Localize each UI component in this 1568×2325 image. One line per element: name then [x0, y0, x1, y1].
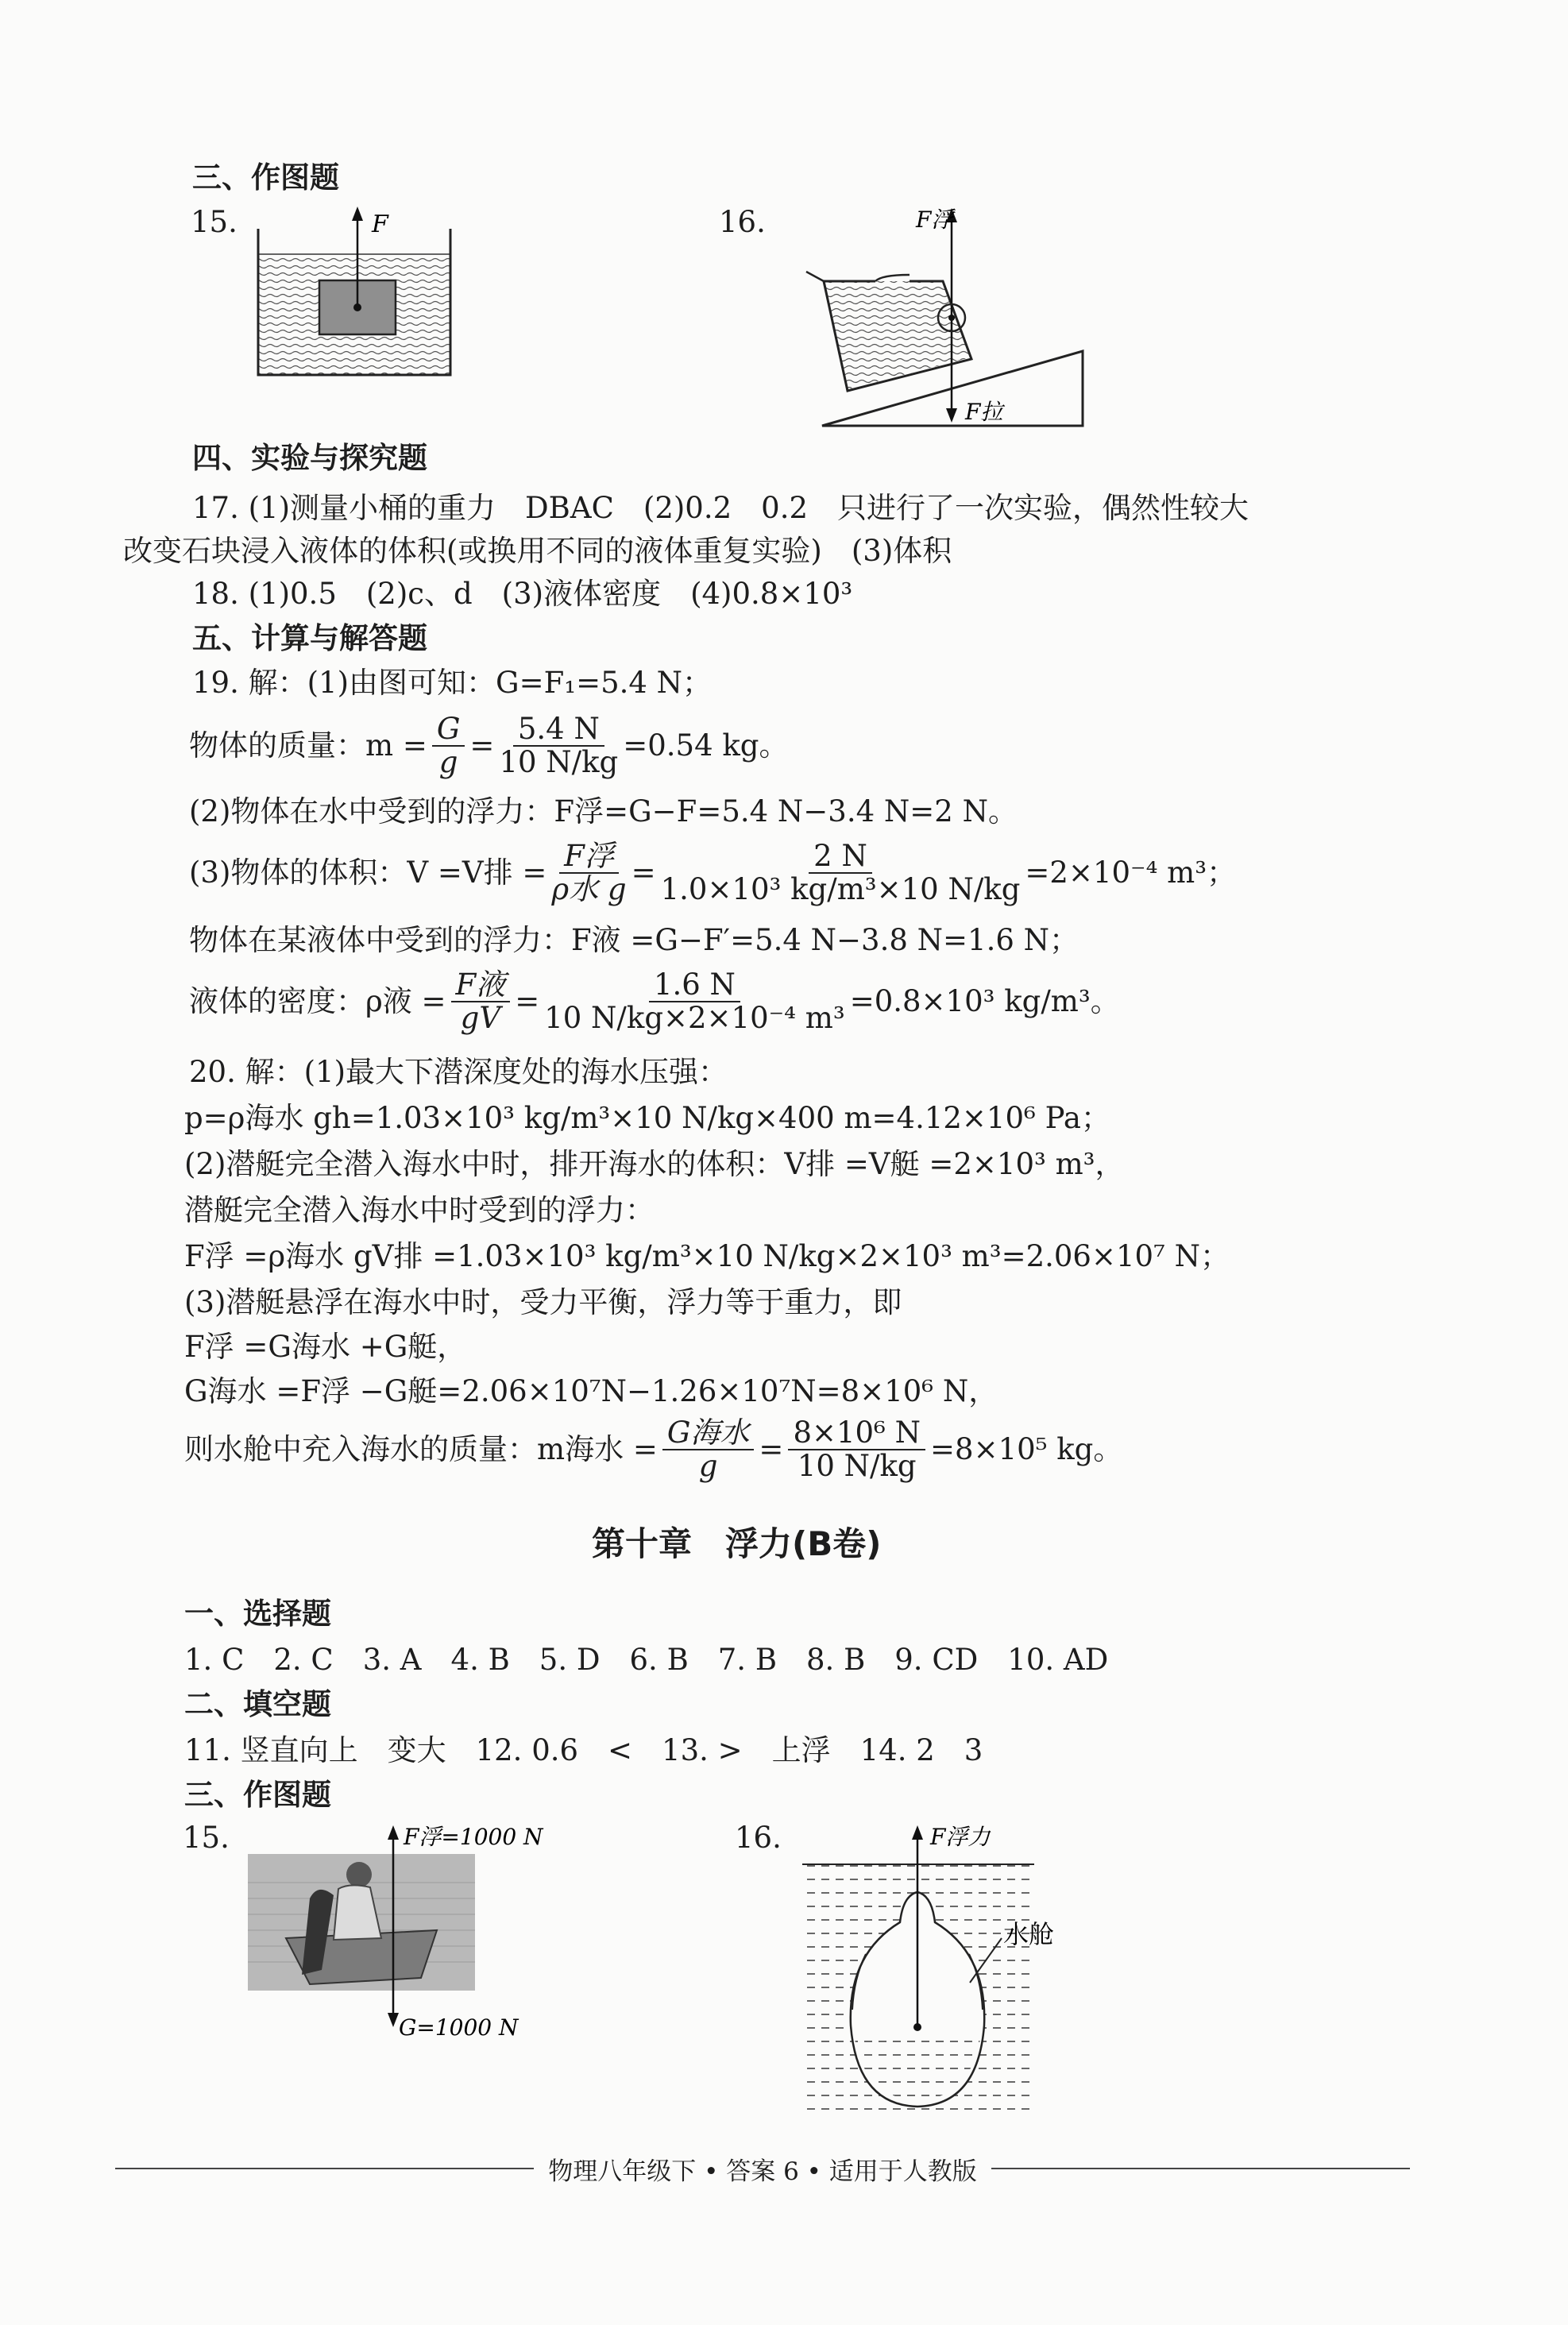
q19-line-1: 19. 解：(1)由图可知：G=F₁=5.4 N；	[192, 666, 713, 700]
q20-line-7: F浮 =G海水 +G艇，	[184, 1330, 467, 1364]
fraction-denominator: gV	[460, 1001, 501, 1035]
q19-volume-result: =2×10⁻⁴ m³；	[1025, 855, 1237, 890]
fraction-numerator: F浮	[559, 840, 619, 874]
q20-mass-prefix: 则水舱中充入海水的质量：m海水 =	[184, 1432, 658, 1466]
q19-density-result: =0.8×10³ kg/m³。	[849, 984, 1120, 1018]
q19-mass-result: =0.54 kg。	[623, 728, 789, 763]
footer-text: 物理八年级下 • 答案 6 • 适用于人教版	[548, 2157, 977, 2186]
answer-17-line-1: 17. (1)测量小桶的重力 DBAC (2)0.2 0.2 只进行了一次实验，偶然性较大	[192, 491, 1249, 525]
q19-line-2: 物体的质量：m = $\frac{G}{g}$ = $\frac{5.4 N}{10 N/kg}$ =0.54 kg。	[189, 712, 789, 779]
q19-fraction-5	[451, 969, 511, 1034]
gravity-arrow-head	[388, 2013, 399, 2027]
buoyant-arrow-head	[912, 1825, 923, 1840]
q19-fraction-6	[544, 969, 844, 1034]
ball-center	[948, 315, 955, 321]
fraction-denominator: 10 N/kg×2×10⁻⁴ m³	[544, 1001, 845, 1035]
force-arrow-head	[352, 207, 363, 221]
q20-line-8: G海水 =F浮 −G艇=2.06×10⁷N−1.26×10⁷N=8×10⁶ N，	[184, 1374, 998, 1408]
container-spout	[806, 272, 824, 281]
q20-line-4: 潜艇完全潜入海水中时受到的浮力：	[184, 1193, 655, 1227]
buoyant-arrow-head	[388, 1825, 399, 1840]
water-tank-label: 水舱	[1003, 1919, 1055, 1949]
figure-b16-container	[735, 1819, 1108, 2121]
container-lip	[875, 275, 910, 281]
q19-fraction-3	[551, 840, 626, 906]
q20-line-3: (2)潜艇完全潜入海水中时，排开海水的体积：V排 =V艇 =2×10³ m³，	[184, 1147, 1125, 1181]
buoyant-force-label: F浮=1000 N	[404, 1824, 543, 1850]
fraction-numerator: F液	[451, 969, 511, 1002]
fraction-denominator: g	[438, 745, 458, 779]
q20-line-2: p=ρ海水 gh=1.03×10³ kg/m³×10 N/kg×400 m=4.12×10⁶ Pa；	[184, 1101, 1110, 1135]
figure-b15-number: 15.	[183, 1821, 230, 1855]
q20-line-1: 20. 解：(1)最大下潜深度处的海水压强：	[189, 1055, 728, 1089]
force-label: F	[372, 210, 388, 238]
page-footer	[115, 2153, 1410, 2184]
q19-fraction-1	[432, 713, 465, 778]
figure-15-container	[191, 199, 477, 389]
chapter-title: 第十章 浮力(B卷)	[592, 1524, 882, 1563]
fraction-numerator: 2 N	[809, 840, 872, 874]
person-head	[346, 1862, 372, 1887]
q20-line-9: 则水舱中充入海水的质量：m海水 = G海水 g = $\frac{\text{8×10⁶ N}}{10 N/kg}$ =8×10⁵ kg。	[184, 1415, 1123, 1483]
fraction-numerator: 1.6 N	[649, 969, 740, 1002]
fraction-denominator: 1.0×10³ kg/m³×10 N/kg	[660, 872, 1021, 906]
footer-rule-right	[991, 2168, 1410, 2169]
tension-arrow-head	[946, 408, 957, 423]
figure-b16-diagram	[735, 1819, 1108, 2121]
section-heading-experiment: 四、实验与探究题	[192, 441, 427, 475]
q19-line-6: 液体的密度：ρ液 = F液 gV = $\frac{1.6 N}{\text{10 N/kg×2×10⁻⁴ m³}}$ =0.8×10³ kg/m³。	[189, 967, 1120, 1035]
fraction-numerator: G海水	[662, 1417, 755, 1450]
fraction-numerator: G	[432, 713, 465, 747]
figure-b16-number: 16.	[735, 1821, 782, 1855]
figure-16-number: 16.	[719, 205, 766, 239]
fraction-denominator: 10 N/kg	[499, 745, 619, 779]
q20-fraction-1	[662, 1417, 755, 1482]
q19-fraction-2	[499, 713, 618, 778]
section-heading-fill: 二、填空题	[184, 1687, 331, 1721]
fraction-denominator: 10 N/kg	[797, 1449, 917, 1483]
section-heading-choice: 一、选择题	[184, 1597, 331, 1631]
figure-15-diagram	[191, 199, 477, 389]
q20-line-5: F浮 =ρ海水 gV排 =1.03×10³ kg/m³×10 N/kg×2×10³ m³=2.06×10⁷ N；	[184, 1239, 1230, 1273]
fraction-denominator: g	[698, 1449, 718, 1483]
q19-volume-prefix: (3)物体的体积：V =V排 =	[189, 855, 547, 890]
q20-line-6: (3)潜艇悬浮在海水中时，受力平衡，浮力等于重力，即	[184, 1285, 902, 1319]
footer-rule-left	[115, 2168, 534, 2169]
tension-force-label: F拉	[965, 399, 1003, 425]
choice-answers: 1. C 2. C 3. A 4. B 5. D 6. B 7. B 8. B 9. CD 10. AD	[184, 1643, 1109, 1677]
section-heading-drawing-b: 三、作图题	[184, 1778, 331, 1812]
gravity-force-label: G=1000 N	[399, 2014, 519, 2041]
q19-density-prefix: 液体的密度：ρ液 =	[189, 984, 446, 1018]
section-heading-drawing-a: 三、作图题	[192, 160, 339, 195]
fraction-numerator: 8×10⁶ N	[788, 1417, 925, 1450]
figure-b15-diagram	[183, 1819, 556, 2049]
section-heading-calculation: 五、计算与解答题	[192, 621, 427, 655]
q19-line-5: 物体在某液体中受到的浮力：F液 =G−F′=5.4 N−3.8 N=1.6 N；	[189, 923, 1079, 957]
figure-b15-container	[183, 1819, 556, 2049]
answer-17-line-2: 改变石块浸入液体的体积(或换用不同的液体重复实验) (3)体积	[123, 534, 952, 568]
fill-answers: 11. 竖直向上 变大 12. 0.6 < 13. > 上浮 14. 2 3	[184, 1733, 983, 1767]
q20-mass-result: =8×10⁵ kg。	[930, 1432, 1123, 1466]
q20-fraction-2	[788, 1417, 925, 1482]
figure-16-container	[719, 199, 1100, 437]
fraction-numerator: 5.4 N	[513, 713, 604, 747]
q19-mass-prefix: 物体的质量：m =	[189, 728, 427, 763]
buoyant-force-label: F浮	[916, 207, 954, 233]
buoyant-force-label: F浮力	[930, 1824, 991, 1850]
answer-18: 18. (1)0.5 (2)c、d (3)液体密度 (4)0.8×10³	[192, 577, 853, 611]
figure-16-diagram	[719, 199, 1100, 437]
q19-line-3: (2)物体在水中受到的浮力：F浮=G−F=5.4 N−3.4 N=2 N。	[189, 794, 1018, 828]
q19-line-4: (3)物体的体积：V =V排 = F浮 ρ水 g = $\frac{2 N}{\text{1.0×10³ kg/m³×10 N/kg}}$ =2×10⁻⁴ m³；	[189, 839, 1237, 906]
fraction-denominator: ρ水 g	[551, 872, 627, 906]
figure-15-number: 15.	[191, 205, 238, 239]
q19-fraction-4	[661, 840, 1021, 906]
